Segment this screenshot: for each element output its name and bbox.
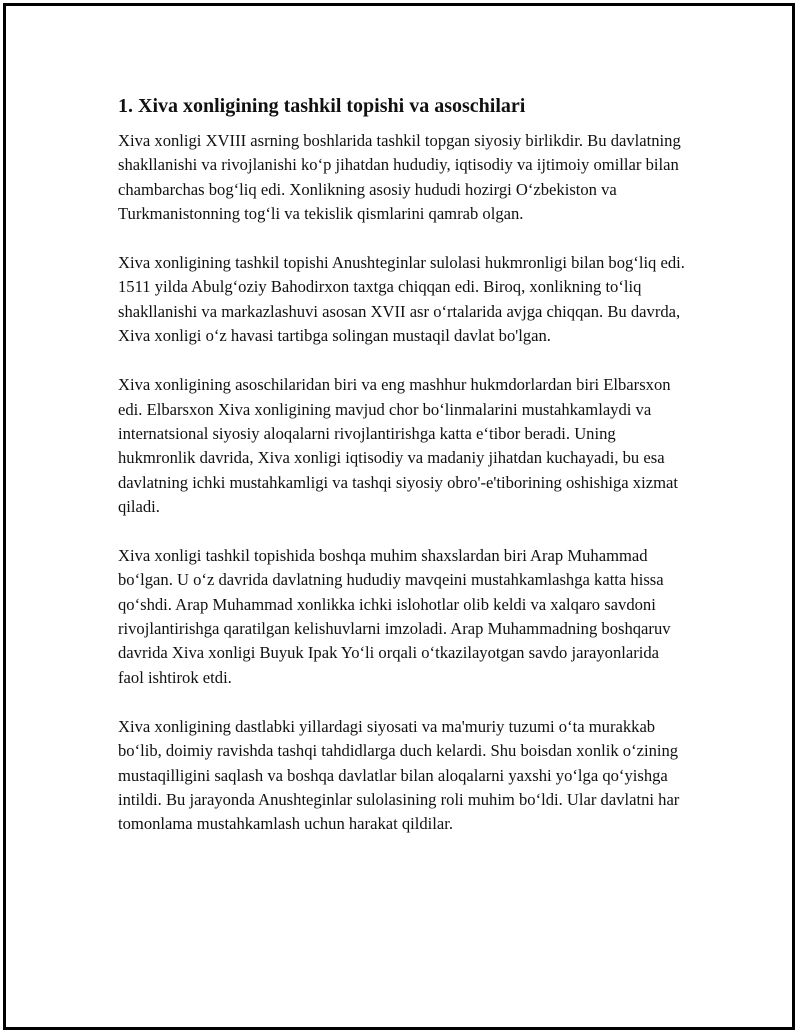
paragraph-1: Xiva xonligi XVIII asrning boshlarida tashkil topgan siyosiy birlikdir. Bu davlatning shakllanishi va rivojlanishi koʻp jihatdan hududiy, iqtisodiy va ijtimoiy omillar bilan chambarchas bogʻliq edi. Xonlikning asosiy hududi hozirgi Oʻzbekiston va Turkmanistonning togʻli va tekislik qismlarini qamrab olgan. [118, 131, 681, 223]
paragraph-3: Xiva xonligining asoschilaridan biri va eng mashhur hukmdorlardan biri Elbarsxon edi. Elbarsxon Xiva xonligining mavjud chor boʻlinmalarini mustahkamlaydi va internatsional siyosiy aloqalarni rivojlantirishga katta eʻtibor beradi. Uning hukmronlik davrida, Xiva xonligi iqtisodiy va madaniy jihatdan kuchayadi, bu esa davlatning ichki mustahkamligi va tashqi siyosiy obro'-e'tiborining oshishiga xizmat qiladi. [118, 375, 678, 516]
document-body [118, 94, 688, 861]
paragraph-2: Xiva xonligining tashkil topishi Anushteginlar sulolasi hukmronligi bilan bogʻliq edi. 1511 yilda Abulgʻoziy Bahodirxon taxtga chiqqan edi. Biroq, xonlikning toʻliq shakllanishi va markazlashuvi asosan XVII asr oʻrtalarida avjga chiqqan. Bu davrda, Xiva xonligi oʻz havasi tartibga solingan mustaqil davlat bo'lgan. [118, 253, 685, 346]
paragraph-4: Xiva xonligi tashkil topishida boshqa muhim shaxslardan biri Arap Muhammad boʻlgan. U oʻz davrida davlatning hududiy mavqeini mustahkamlashga katta hissa qoʻshdi. Arap Muhammad xonlikka ichki islohotlar olib keldi va xalqaro savdoni rivojlantirishga qaratilgan kelishuvlarni imzoladi. Arap Muhammadning boshqaruv davrida Xiva xonligi Buyuk Ipak Yoʻli orqali oʻtkazilayotgan savdo jarayonlarida faol ishtirok etdi. [118, 546, 671, 687]
section-title: 1. Xiva xonligining tashkil topishi va asoschilari [118, 95, 526, 117]
paragraph-5: Xiva xonligining dastlabki yillardagi siyosati va ma'muriy tuzumi oʻta murakkab boʻlib, doimiy ravishda tashqi tahdidlarga duch kelardi. Shu boisdan xonlik oʻzining mustaqilligini saqlash va boshqa davlatlar bilan aloqalarni yaxshi yoʻlga qoʻyishga intildi. Bu jarayonda Anushteginlar sulolasining roli muhim boʻldi. Ular davlatni har tomonlama mustahkamlash uchun harakat qildilar. [118, 716, 680, 834]
